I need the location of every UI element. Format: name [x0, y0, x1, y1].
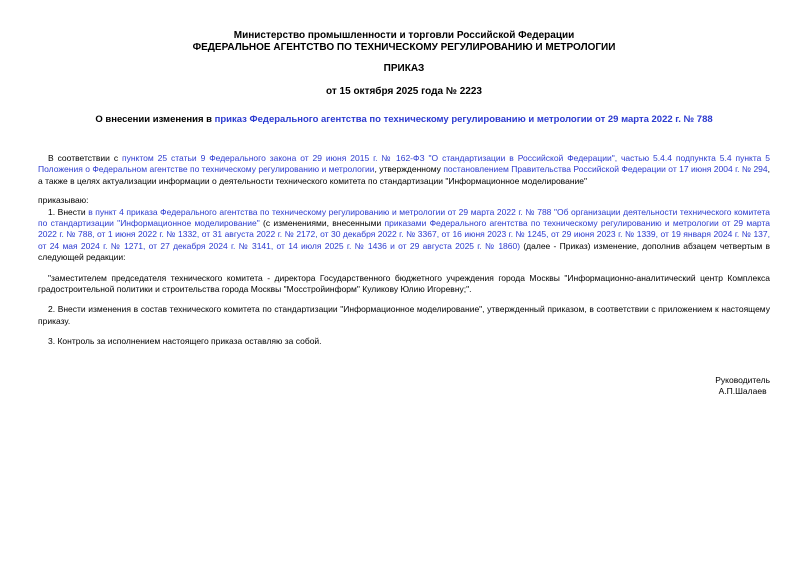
ministry-line: Министерство промышленности и торговли Российской Федерации — [233, 30, 575, 41]
document-link[interactable]: приказами Федерального агентства по техническому регулированию и метрологии от 29 марта 2022 г. № 788, от 1 июня 2022 г. № 1332, от 31 августа 2022 г. № 2172, от 30 декабря 2022 г. № 3367, от 16 июня 2023 г. № 1245, от 29 июня 2023 г. № 1339, от 19 января 2024 г. № 137, от 24 мая 2024 г. № 1271, от 27 декабря 2024 г. № 3141, от 14 июля 2025 г. № 1436 и от 29 августа 2025 г. № 1860) — [38, 218, 770, 251]
text-segment: В соответствии с — [48, 153, 122, 163]
text-segment: 1. Внести — [48, 206, 89, 217]
order-item-2: 2. Внести изменения в состав технического комитета по стандартизации "Информационное моделирование", утвержденный приказом, в соответствии с приложением к настоящему приказу. — [38, 304, 770, 326]
quoted-amendment-text: "заместителем председателя технического комитета - директора Государственного бюджетного учреждения города Москвы "Информационно-аналитический центр Комплекса градостроительной политики и строительства города Москвы "Мосстройинформ" Куликову Юлию Игоревну;". — [38, 272, 770, 295]
document-link[interactable]: приказ Федерального агентства по техническому регулированию и метрологии от 29 марта 2022 г. № 788 — [214, 114, 713, 125]
signature-block — [715, 375, 770, 398]
text-segment: (с изменениями, внесенными — [259, 218, 385, 229]
text-segment: , а также в целях актуализации информации о деятельности технического комитета по стандартизации "Информационное моделирование" — [38, 164, 771, 186]
order-item-1 — [38, 207, 770, 264]
paragraph-preamble — [38, 153, 770, 187]
order-item-3: 3. Контроль за исполнением настоящего приказа оставляю за собой. — [48, 336, 322, 347]
document-header — [38, 30, 770, 53]
document-link[interactable]: в пункт 4 приказа Федерального агентства по техническому регулированию и метрологии от 29 марта 2022 г. № 788 "Об организации деятельности технического комитета по стандартизации "Информационное моделирование" — [38, 206, 770, 229]
agency-line: ФЕДЕРАЛЬНОЕ АГЕНТСТВО ПО ТЕХНИЧЕСКОМУ РЕГУЛИРОВАНИЮ И МЕТРОЛОГИИ — [192, 41, 616, 53]
text-segment: (далее - Приказ) изменение, дополнив абзацем четвертым в следующей редакции: — [38, 240, 770, 263]
doc-type-heading: ПРИКАЗ — [383, 63, 425, 74]
prikaz-lead-in: приказываю: — [38, 195, 89, 206]
signature-role: Руководитель — [715, 374, 770, 385]
doc-date-line: от 15 октября 2025 года № 2223 — [326, 86, 482, 97]
document-link[interactable]: пунктом 25 статьи 9 Федерального закона от 29 июня 2015 г. № 162-ФЗ "О стандартизации в Российской Федерации", частью 5.4.4 подпункта 5.4 пункта 5 Положения о Федеральном агентстве по техническому регулированию и метрологии — [38, 153, 771, 175]
document-link[interactable]: постановлением Правительства Российской Федерации от 17 июня 2004 г. № 294 — [443, 164, 768, 175]
text-segment: О внесении изменения в — [95, 114, 215, 125]
doc-title — [38, 114, 770, 126]
text-segment: , утвержденному — [374, 164, 444, 175]
signature-name: А.П.Шалаев — [718, 386, 767, 397]
